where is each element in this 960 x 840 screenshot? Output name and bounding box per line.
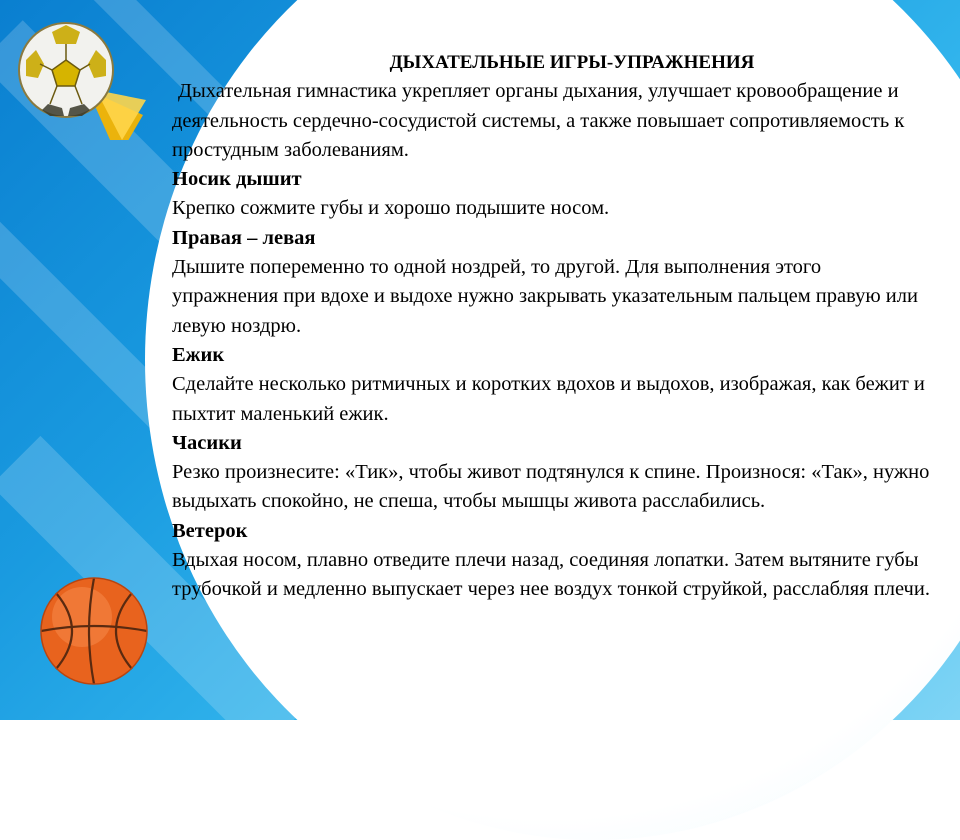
basketball-icon [38, 575, 150, 687]
intro-paragraph: Дыхательная гимнастика укрепляет органы дыхания, улучшает кровообращение и деятельность сердечно-сосудистой системы, а также повышает сопротивляемость к простудным заболеваниям. [172, 80, 905, 161]
section-text-ezhik: Сделайте несколько ритмичных и коротких вдохов и выдохов, изображая, как бежит и пыхтит маленький ежик. [172, 373, 925, 425]
document-title: ДЫХАТЕЛЬНЫЕ ИГРЫ-УПРАЖНЕНИЯ [389, 52, 755, 73]
section-text-nosik: Крепко сожмите губы и хорошо подышите носом. [172, 197, 610, 220]
section-heading-nosik: Носик дышит [172, 168, 302, 191]
section-text-veterok: Вдыхая носом, плавно отведите плечи назад, соединяя лопатки. Затем вытяните губы трубочкой и медленно выпускает через нее воздух тонкой струйкой, расслабляя плечи. [172, 549, 930, 601]
section-heading-chasiki: Часики [172, 431, 242, 454]
document-content [172, 48, 932, 605]
section-text-chasiki: Резко произнесите: «Тик», чтобы живот подтянулся к спине. Произнося: «Так», нужно выдыхать спокойно, не спеша, чтобы мышцы живота расслабились. [172, 461, 930, 513]
soccer-ball-icon [18, 20, 148, 140]
section-heading-ezhik: Ежик [172, 343, 225, 366]
section-heading-pravaya-levaya: Правая – левая [172, 226, 316, 249]
section-text-pravaya-levaya: Дышите попеременно то одной ноздрей, то другой. Для выполнения этого упражнения при вдохе и выдохе нужно закрывать указательным пальцем правую или левую ноздрю. [172, 256, 918, 337]
section-heading-veterok: Ветерок [172, 519, 248, 542]
